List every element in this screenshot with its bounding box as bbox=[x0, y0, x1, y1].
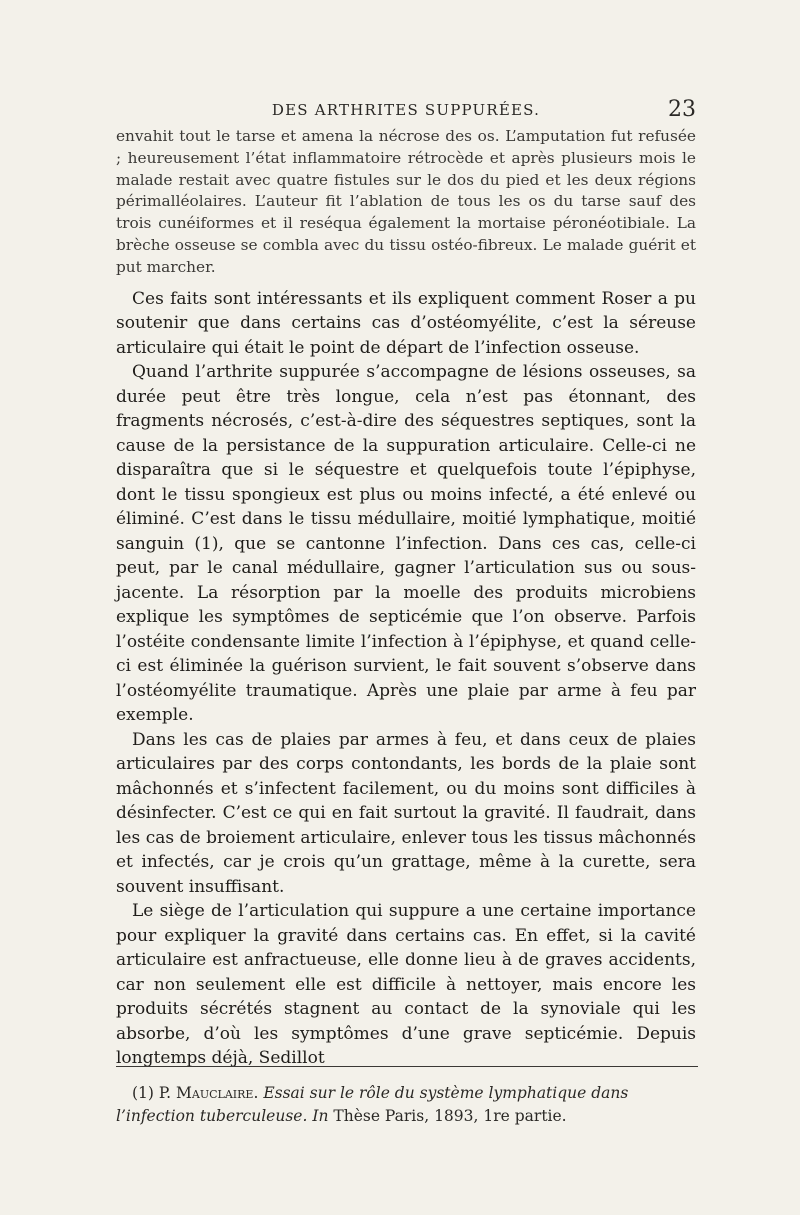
footnote-title: Essai sur le rôle du système lymphatique dans l’infection tuberculeuse. bbox=[116, 1084, 629, 1125]
page-number: 23 bbox=[668, 97, 696, 122]
paragraph: Dans les cas de plaies par armes à feu, et dans ceux de plaies articulaires par des corps contondants, les bords de la plaie sont mâchonnés et s’infectent facilement, ou du moins sont difficiles à désinfecter. C’est ce qui en fait surtout la gravité. Il faudrait, dans les cas de broiement articulaire, enlever tous les tissus mâchonnés et infectés, car je crois qu’un grattage, même à la curette, sera souvent insuffisant. bbox=[116, 729, 696, 897]
running-title: DES ARTHRITES SUPPURÉES. bbox=[271, 101, 541, 119]
paragraph: Ces faits sont intéressants et ils expliquent comment Roser a pu soutenir que dans certains cas d’ostéomyélite, c’est la séreuse articulaire qui était le point de départ de l’infection osseuse. bbox=[116, 288, 696, 358]
footnote-marker: (1) P. bbox=[132, 1084, 172, 1102]
footnote-author: Mauclaire. bbox=[176, 1084, 259, 1102]
footnote-in: In bbox=[312, 1107, 329, 1125]
paragraph: Quand l’arthrite suppurée s’accompagne de lésions osseuses, sa durée peut être très longue, cela n’est pas étonnant, des fragments nécrosés, c’est-à-dire des séquestres septiques, sont la cause de la persistance de la suppuration articulaire. Celle-ci ne disparaîtra que si le séquestre et quelquefois toute l’épiphyse, dont le tissu spongieux est plus ou moins infecté, a été enlevé ou éliminé. C’est dans le tissu médullaire, moitié lymphatique, moitié sanguin (1), que se cantonne l’infection. Dans ces cas, celle-ci peut, par le canal médullaire, gagner l’articulation sus ou sous-jacente. La résorption par la moelle des produits microbiens explique les symptômes de septicémie que l’on observe. Parfois l’ostéite condensante limite l’infection à l’épiphyse, et quand celle-ci est éliminée la guérison survient, le fait souvent s’observe dans l’ostéomyélite traumatique. Après une plaie par arme à feu par exemple. bbox=[116, 362, 696, 726]
paragraph: Le siège de l’articulation qui suppure a une certaine importance pour expliquer la gravité dans certains cas. En effet, si la cavité articulaire est anfractueuse, elle donne lieu à de graves accidents, car non seulement elle est difficile à nettoyer, mais encore les produits sécrétés stagnent au contact de la synoviale qui les absorbe, d’où les symptômes d’une grave septicémie. Depuis longtemps déjà, Sedillot bbox=[116, 901, 696, 1069]
page-header bbox=[116, 97, 696, 123]
footnote-divider bbox=[116, 1066, 698, 1067]
paragraph-continuation: envahit tout le tarse et amena la nécrose des os. L’amputation fut refusée ; heureusement l’état inflammatoire rétrocède et après plusieurs mois le malade restait avec quatre fistules sur le dos du pied et les deux régions périmalléolaires. L’auteur fit l’ablation de tous les os du tarse sauf des trois cunéiformes et il reséqua également la mortaise péronéotibiale. La brèche osseuse se combla avec du tissu ostéo-fibreux. Le malade guérit et put marcher. bbox=[116, 127, 696, 276]
footnote bbox=[116, 1082, 696, 1128]
footnote-reference: Thèse Paris, 1893, 1re partie. bbox=[333, 1107, 567, 1125]
body-text bbox=[116, 126, 696, 1071]
